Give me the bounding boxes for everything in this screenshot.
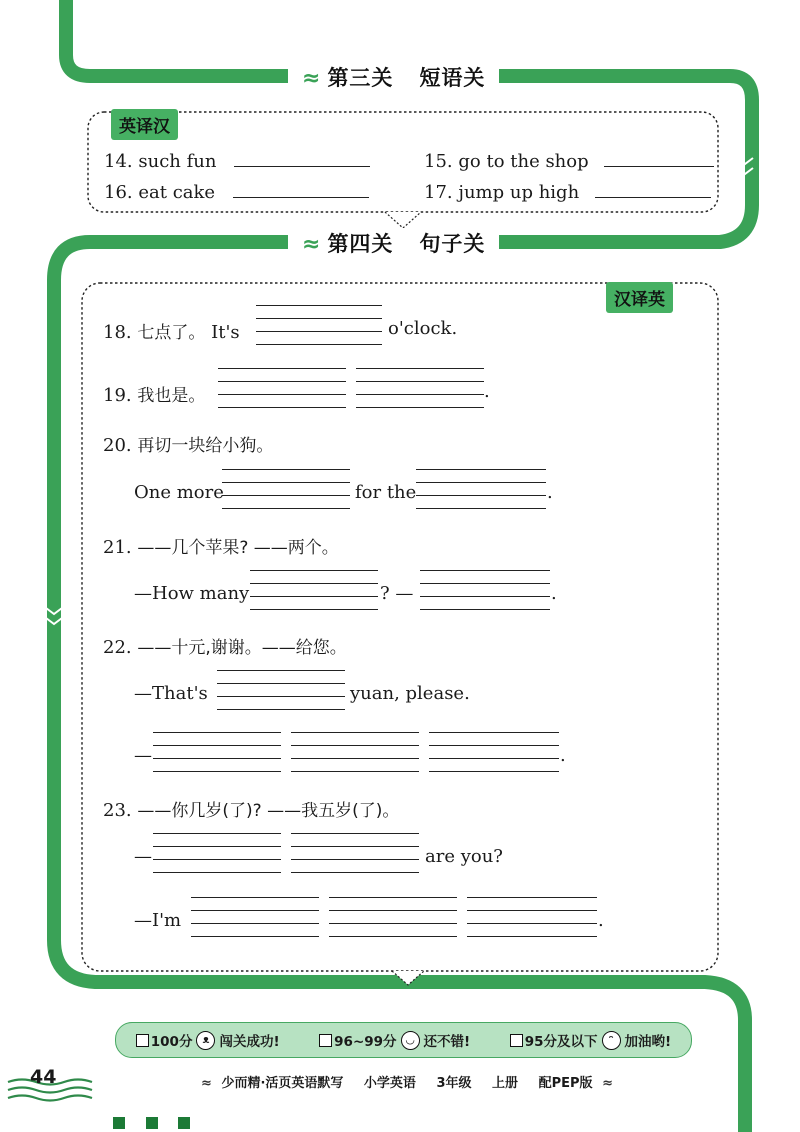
section3-title: 第三关: [327, 66, 394, 90]
q22-suffix: yuan, please.: [350, 683, 470, 704]
footer-edition: 配PEP版: [538, 1076, 593, 1091]
footer-grade: 3年级: [436, 1076, 472, 1091]
score-option-1: [136, 1030, 280, 1050]
q-number: 22.: [103, 637, 132, 658]
footer-subject: 小学英语: [363, 1076, 416, 1091]
answer-fourline[interactable]: [291, 833, 419, 873]
q20-prompt: [103, 431, 273, 456]
score-range: 95分及以下: [524, 1034, 598, 1050]
answer-fourline[interactable]: [356, 368, 484, 408]
q-chinese: 七点了。: [137, 323, 206, 343]
section3-tag: 英译汉: [111, 109, 178, 140]
q23-prompt: [103, 796, 399, 821]
footer-book: 少而精·活页英语默写: [221, 1076, 344, 1091]
checkbox[interactable]: [510, 1034, 523, 1047]
wave-icon: ≈: [302, 232, 322, 257]
answer-fourline[interactable]: [467, 897, 597, 937]
q-number: 19.: [103, 385, 132, 406]
wave-icon: ≈: [602, 1076, 613, 1091]
item-15: [424, 148, 714, 172]
q-chinese: 再切一块给小狗。: [137, 436, 274, 456]
q18-suffix: o'clock.: [388, 318, 458, 339]
answer-fourline[interactable]: [429, 732, 559, 772]
section4-tag: 汉译英: [606, 282, 673, 313]
q22-text: —That's: [134, 683, 208, 704]
q-text: It's: [211, 322, 240, 343]
item-text: such fun: [138, 151, 217, 172]
wave-icon: ≈: [302, 66, 322, 91]
answer-blank[interactable]: [595, 179, 711, 198]
q21-text-mid: ? —: [380, 583, 414, 604]
footer-info: [196, 1072, 618, 1091]
answer-fourline[interactable]: [256, 305, 382, 345]
item-17: [424, 179, 711, 203]
q-number: 23.: [103, 800, 132, 821]
footer-square-mark: [113, 1117, 125, 1129]
answer-fourline[interactable]: [250, 570, 378, 610]
section3-subtitle: 短语关: [419, 66, 486, 90]
q21-text: —How many: [134, 583, 250, 604]
score-option-3: [510, 1030, 671, 1050]
item-number: 16.: [104, 182, 133, 203]
cheer-face-icon: ᴥ: [196, 1031, 215, 1050]
q23-period: .: [598, 910, 604, 931]
section4-subtitle: 句子关: [419, 232, 486, 256]
answer-fourline[interactable]: [416, 469, 546, 509]
answer-fourline[interactable]: [329, 897, 457, 937]
q-number: 20.: [103, 435, 132, 456]
answer-blank[interactable]: [233, 179, 369, 198]
q19-prompt: [103, 381, 205, 406]
answer-fourline[interactable]: [153, 732, 281, 772]
item-text: eat cake: [138, 182, 216, 203]
answer-fourline[interactable]: [420, 570, 550, 610]
answer-fourline[interactable]: [191, 897, 319, 937]
q22-prompt: [103, 633, 347, 658]
section4-header: [288, 228, 499, 258]
section4-title: 第四关: [327, 232, 394, 256]
item-14: [104, 148, 370, 172]
q19-period: .: [484, 381, 490, 402]
item-text: go to the shop: [458, 151, 589, 172]
q22-period: .: [560, 745, 566, 766]
q21-prompt: [103, 533, 339, 558]
item-number: 14.: [104, 151, 133, 172]
checkbox[interactable]: [319, 1034, 332, 1047]
q18-prompt: [103, 318, 240, 343]
score-range: 96~99分: [334, 1034, 397, 1050]
answer-fourline[interactable]: [291, 732, 419, 772]
q20-text-mid: for the: [355, 482, 417, 503]
smile-face-icon: ◡: [401, 1031, 420, 1050]
q20-period: .: [547, 482, 553, 503]
answer-blank[interactable]: [234, 148, 370, 167]
q-chinese: ——十元,谢谢。——给您。: [137, 638, 347, 658]
q-number: 18.: [103, 322, 132, 343]
q-chinese: 我也是。: [137, 386, 206, 406]
page-number: 44: [30, 1066, 57, 1088]
score-text: 闯关成功!: [219, 1034, 280, 1050]
footer-square-mark: [178, 1117, 190, 1129]
q23-dash: —: [134, 846, 152, 867]
score-option-2: [319, 1030, 470, 1050]
score-text: 还不错!: [423, 1034, 471, 1050]
section3-header: [288, 62, 499, 92]
score-range: 100分: [150, 1034, 193, 1050]
q-chinese: ——几个苹果? ——两个。: [137, 538, 339, 558]
checkbox[interactable]: [136, 1034, 149, 1047]
item-16: [104, 179, 369, 203]
score-text: 加油哟!: [624, 1034, 672, 1050]
q23-suffix: are you?: [425, 846, 503, 867]
footer-square-mark: [146, 1117, 158, 1129]
item-text: jump up high: [458, 182, 580, 203]
answer-fourline[interactable]: [217, 670, 345, 710]
q23-text: —I'm: [134, 910, 182, 931]
item-number: 17.: [424, 182, 453, 203]
answer-fourline[interactable]: [222, 469, 350, 509]
answer-fourline[interactable]: [153, 833, 281, 873]
q-chinese: ——你几岁(了)? ——我五岁(了)。: [137, 801, 400, 821]
q22-dash: —: [134, 745, 152, 766]
answer-blank[interactable]: [604, 148, 714, 167]
answer-fourline[interactable]: [218, 368, 346, 408]
q20-text: One more: [134, 482, 224, 503]
q21-period: .: [551, 583, 557, 604]
score-bar: [115, 1022, 692, 1058]
effort-face-icon: ᵔ: [602, 1031, 621, 1050]
wave-icon: ≈: [201, 1076, 212, 1091]
footer-volume: 上册: [492, 1076, 519, 1091]
q-number: 21.: [103, 537, 132, 558]
item-number: 15.: [424, 151, 453, 172]
